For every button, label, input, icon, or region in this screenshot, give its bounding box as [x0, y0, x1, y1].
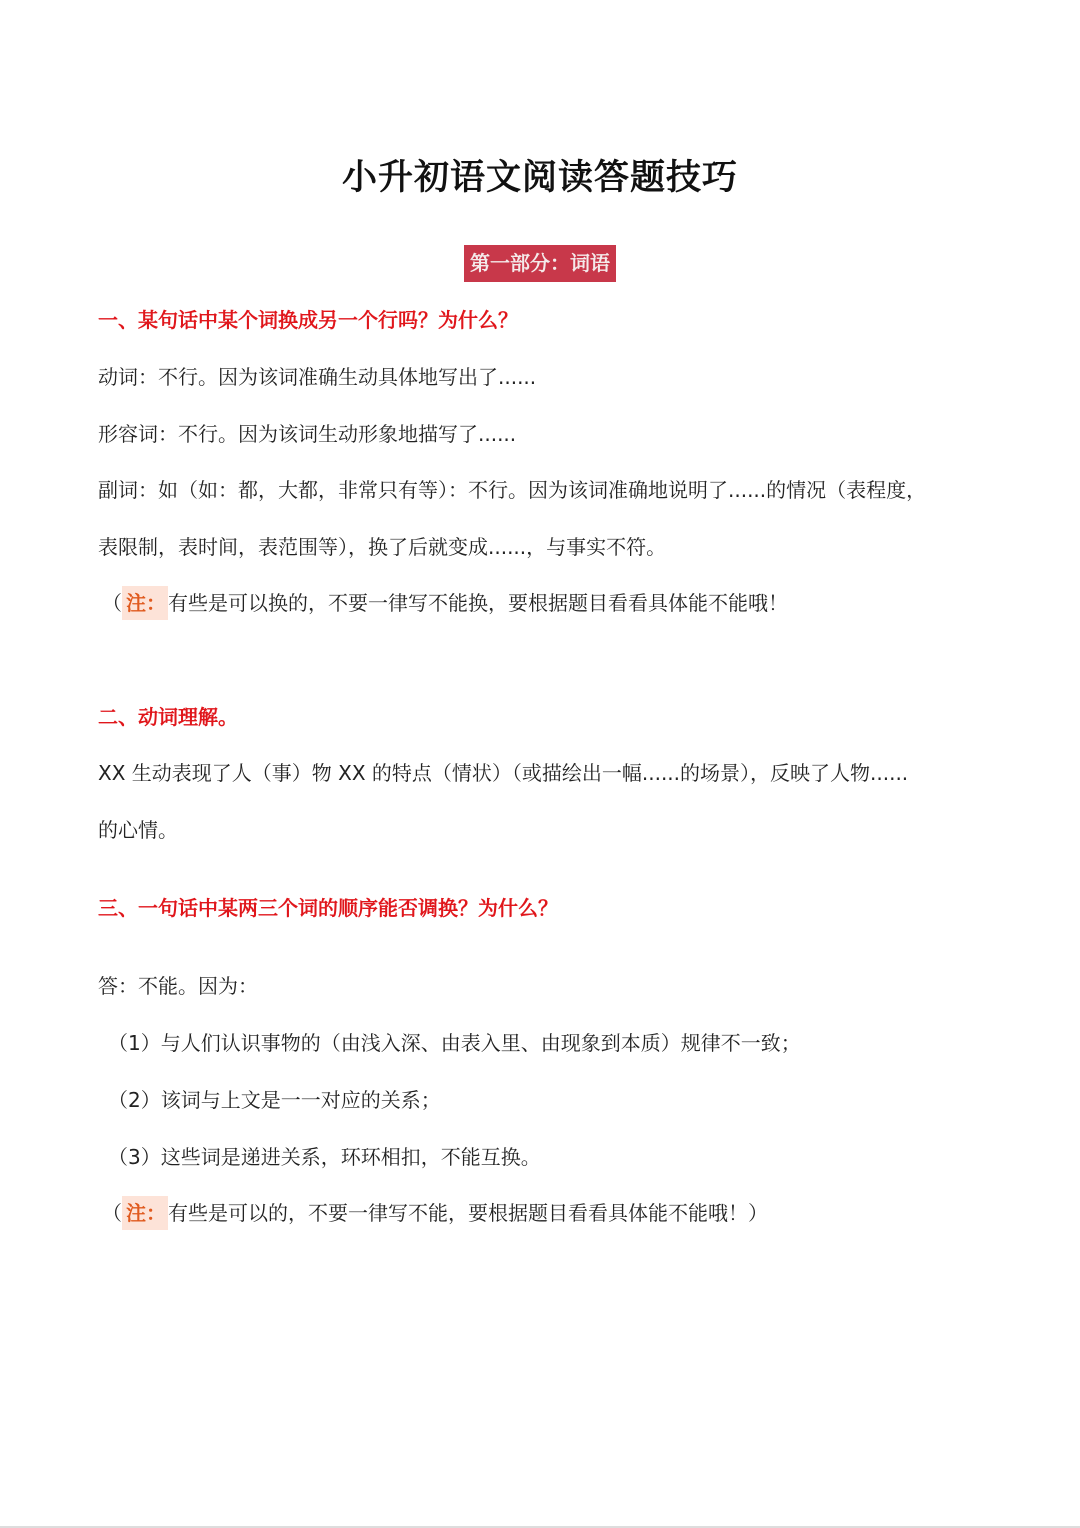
section3-note	[102, 1198, 768, 1228]
section1-line: 表限制，表时间，表范围等），换了后就变成......，与事实不符。	[98, 535, 667, 559]
note-text: 有些是可以换的，不要一律写不能换，要根据题目看看具体能不能哦！	[168, 591, 788, 615]
section2-line: XX 生动表现了人（事）物 XX 的特点（情状）（或描绘出一幅......的场景），反映了人物......	[98, 761, 909, 785]
section2-heading: 二、动词理解。	[98, 705, 238, 729]
section3-item: （3）这些词是递进关系，环环相扣，不能互换。	[108, 1145, 541, 1169]
section3-answer: 答：不能。因为：	[98, 974, 258, 998]
section1-line: 副词：如（如：都，大都，非常只有等）：不行。因为该词准确地说明了......的情况（表程度，	[98, 478, 927, 502]
section1-line: 动词：不行。因为该词准确生动具体地写出了......	[98, 365, 537, 389]
page-title: 小升初语文阅读答题技巧	[341, 158, 738, 198]
part-badge: 第一部分：词语	[464, 245, 616, 282]
section1-heading: 一、某句话中某个词换成另一个行吗？为什么？	[98, 308, 518, 332]
section3-item: （1）与人们认识事物的（由浅入深、由表入里、由现象到本质）规律不一致；	[108, 1031, 801, 1055]
note-paren: （	[102, 591, 122, 615]
note-paren: （	[102, 1201, 122, 1225]
section2-line: 的心情。	[98, 818, 178, 842]
note-label: 注：	[122, 586, 168, 620]
note-label: 注：	[122, 1196, 168, 1230]
section3-item: （2）该词与上文是一一对应的关系；	[108, 1088, 441, 1112]
section3-heading: 三、一句话中某两三个词的顺序能否调换？为什么？	[98, 896, 558, 920]
section1-line: 形容词：不行。因为该词生动形象地描写了......	[98, 422, 517, 446]
note-text: 有些是可以的，不要一律写不能，要根据题目看看具体能不能哦！）	[168, 1201, 768, 1225]
section1-note	[102, 588, 788, 618]
